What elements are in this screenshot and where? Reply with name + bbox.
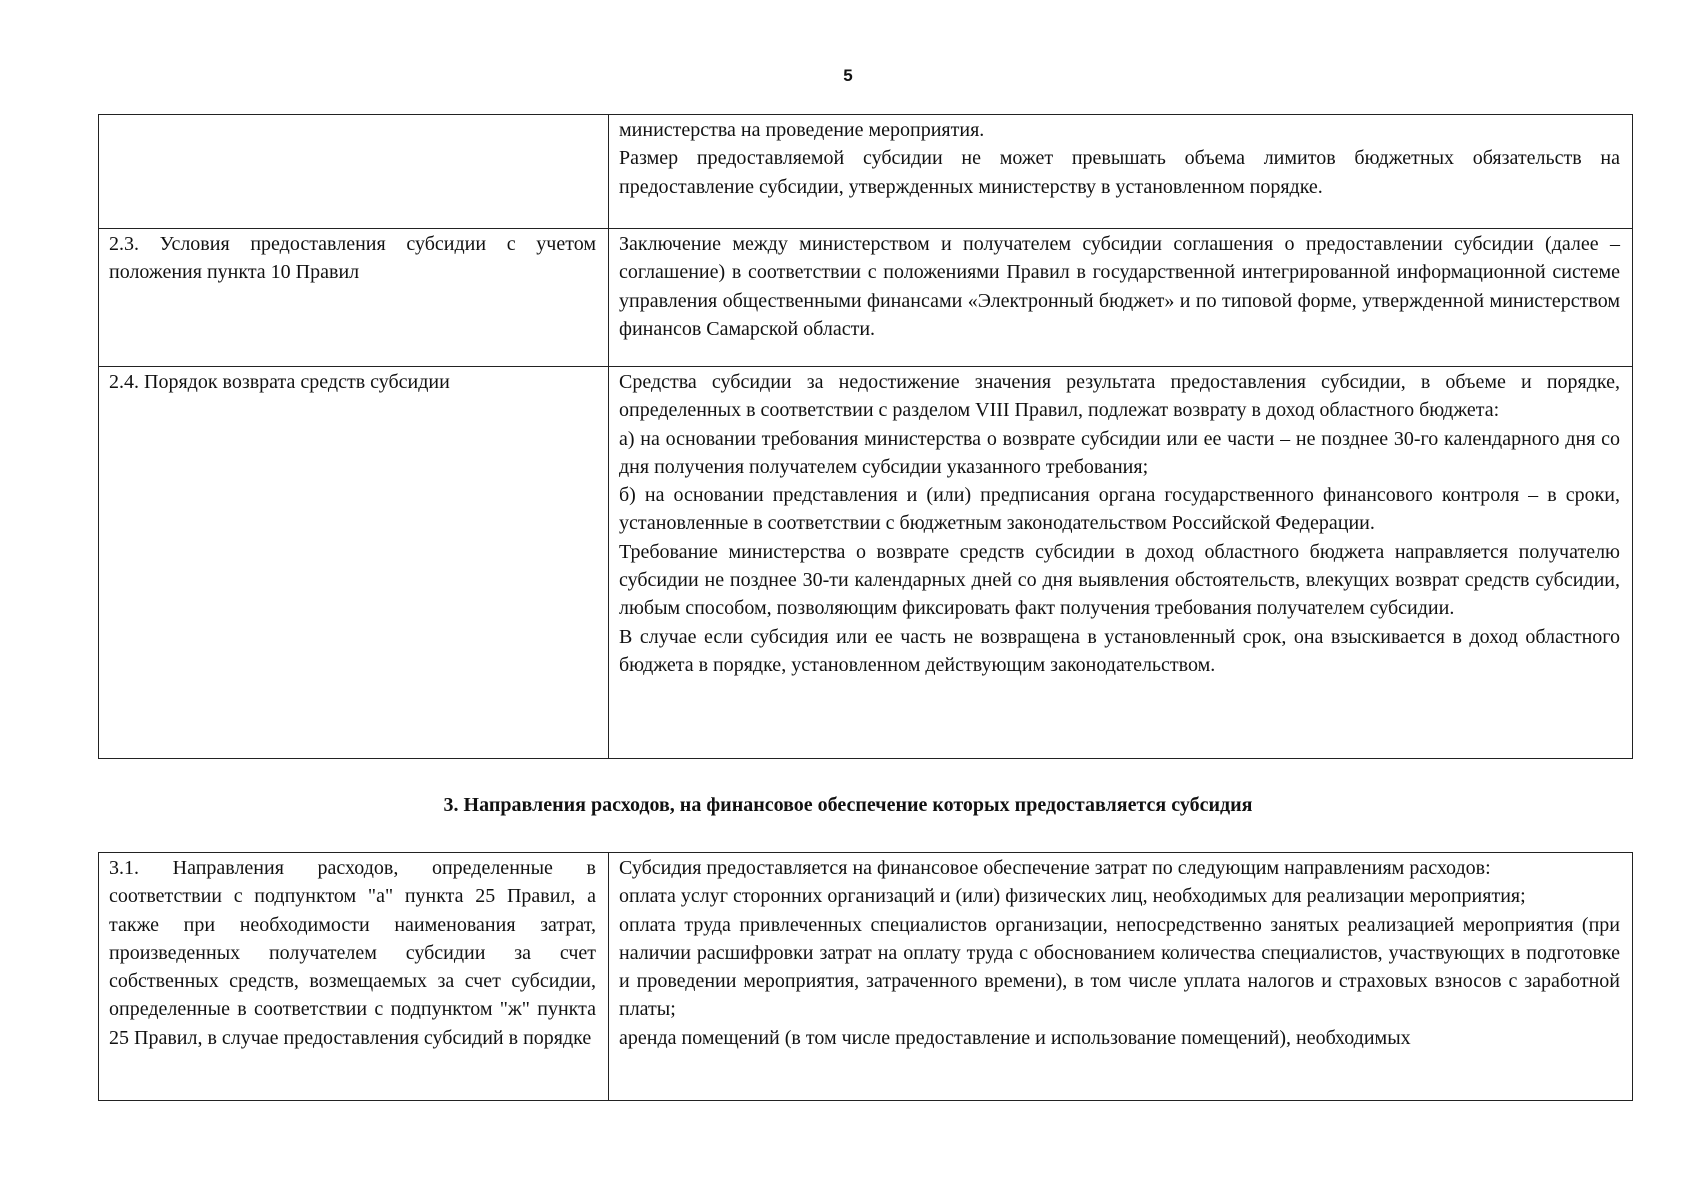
paragraph: Требование министерства о возврате средств субсидии в доход областного бюджета направляется получателю субсидии не позднее 30-ти календарных дней со дня выявления обстоятельств, влекущих возврат средств субсидии, любым способом, позволяющим фиксировать факт получения требования получателем субсидии. bbox=[619, 540, 1620, 620]
row-content-cell bbox=[609, 229, 1633, 367]
paragraph: В случае если субсидия или ее часть не возвращена в установленный срок, она взыскивается в доход областного бюджета в порядке, установленном действующим законодательством. bbox=[619, 625, 1620, 676]
paragraph: б) на основании представления и (или) предписания органа государственного финансового контроля – в сроки, установленные в соответствии с бюджетным законодательством Российской Федерации. bbox=[619, 484, 1620, 535]
paragraph: оплата труда привлеченных специалистов организации, непосредственно занятых реализацией мероприятия (при наличии расшифровки затрат на оплату труда с обоснованием количества специалистов, участвующих в подготовке и проведении мероприятия, затраченного времени), в том числе уплата налогов и страховых взносов с заработной платы; bbox=[619, 913, 1620, 1021]
table-row bbox=[99, 229, 1633, 367]
paragraph: Размер предоставляемой субсидии не может превышать объема лимитов бюджетных обязательств на предоставление субсидии, утвержденных министерству в установленном порядке. bbox=[619, 147, 1620, 198]
row-label-cell bbox=[99, 853, 609, 1101]
row-label-cell: 2.4. Порядок возврата средств субсидии bbox=[99, 367, 609, 759]
row-label-cell: 2.3. Условия предоставления субсидии с учетом положения пункта 10 Правил bbox=[99, 229, 609, 367]
row-label-text: 3.1. Направления расходов, определенные в соответствии с подпунктом "а" пункта 25 Правил, а также при необходимости наименования затрат, произведенных получателем субсидии за счет собственных средств, возмещаемых за счет субсидии, определенные в соответствии с подпунктом "ж" пункта 25 Правил, в случае предоставления субсидий в порядке bbox=[109, 857, 596, 1049]
table-row bbox=[99, 853, 1633, 1101]
table-row bbox=[99, 367, 1633, 759]
row-content-cell bbox=[609, 853, 1633, 1101]
row-content-cell bbox=[609, 367, 1633, 759]
paragraph: министерства на проведение мероприятия. bbox=[619, 119, 985, 141]
page-number: 5 bbox=[843, 66, 853, 85]
section-title: 3. Направления расходов, на финансовое обеспечение которых предоставляется субсидия bbox=[443, 794, 1253, 816]
row-content-text bbox=[619, 854, 1620, 1100]
expenses-table bbox=[98, 852, 1633, 1101]
paragraph: а) на основании требования министерства о возврате субсидии или ее части – не позднее 30-го календарного дня со дня получения получателем субсидии указанного требования; bbox=[619, 427, 1620, 478]
paragraph: Субсидия предоставляется на финансовое обеспечение затрат по следующим направлениям расходов: bbox=[619, 857, 1491, 879]
paragraph: Заключение между министерством и получателем субсидии соглашения о предоставлении субсидии (далее – соглашение) в соответствии с положениями Правил в государственной интегрированной информационной системе управления общественными финансами «Электронный бюджет» и по типовой форме, утвержденной министерством финансов Самарской области. bbox=[619, 233, 1620, 340]
paragraph: оплата услуг сторонних организаций и (или) физических лиц, необходимых для реализации мероприятия; bbox=[619, 885, 1526, 908]
paragraph: Средства субсидии за недостижение значения результата предоставления субсидии, в объеме и порядке, определенных в соответствии с разделом VIII Правил, подлежат возврату в доход областного бюджета: bbox=[619, 371, 1620, 422]
row-label-cell bbox=[99, 115, 609, 229]
row-content-cell bbox=[609, 115, 1633, 229]
paragraph: аренда помещений (в том числе предоставление и использование помещений), необходимых bbox=[619, 1026, 1411, 1049]
table-row bbox=[99, 115, 1633, 229]
conditions-table bbox=[98, 114, 1633, 759]
